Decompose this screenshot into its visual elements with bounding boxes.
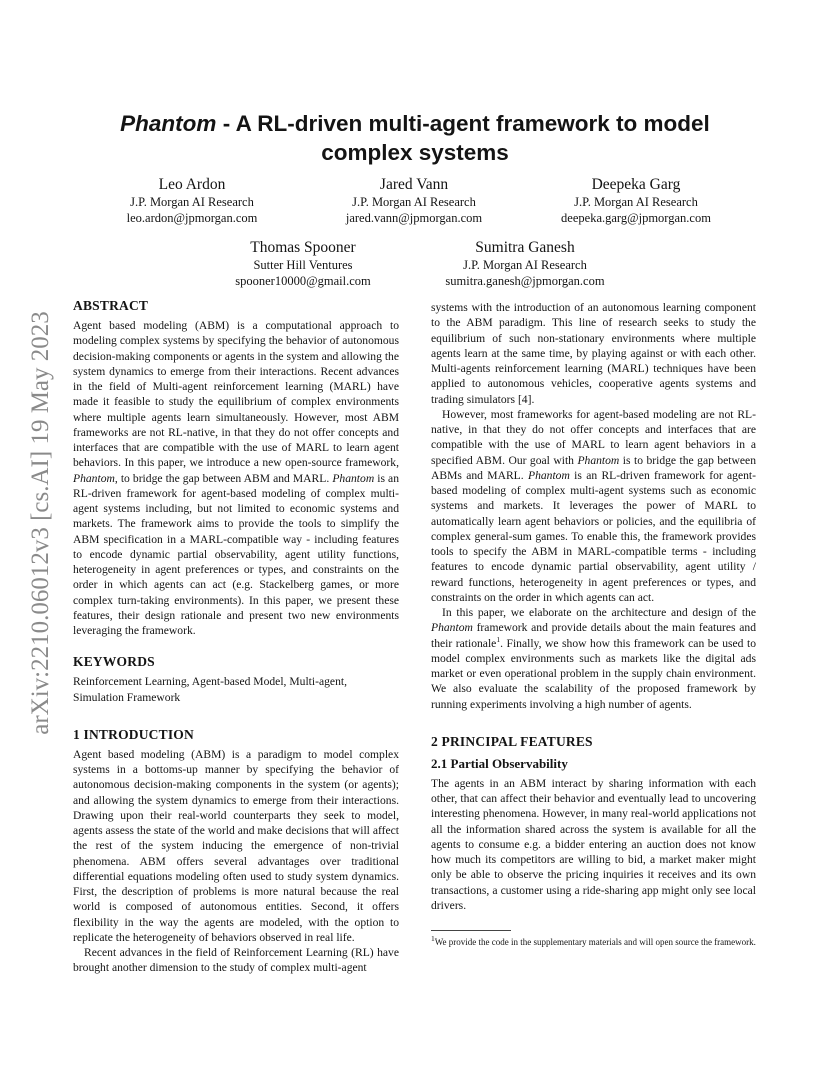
keywords-heading: KEYWORDS [73,654,155,670]
arxiv-stamp-text: arXiv:2210.06012v3 [cs.AI] 19 May 2023 [27,311,54,735]
author-email: jared.vann@jpmorgan.com [345,211,483,225]
author-block [183,239,423,289]
intro-paragraph-1: Agent based modeling (ABM) is a paradigm to model complex systems in a bottoms-up manner by specifying the behavior of autonomous decision-making components in the system (or agents); and allowing the system dynamics to emerge from their interactions. Drawing upon their real-world counterparts they seek to model, agents assess the state of the world and make decisions that will affect the rest of the system inducing the emergence of non-trivial phenomena. ABM offers several advantages over traditional differential equations modeling often used to study system dynamics. First, the description of problems is more natural because the real world is composed of autonomous entities. Second, it offers flexibility in the way the agents are modeled, with the option to replicate the heterogeneity of behaviors observed in real life. [73,747,399,944]
author-name: Jared Vann [379,176,449,193]
author-name: Sumitra Ganesh [475,239,575,256]
title-italic: Phantom [120,111,217,136]
author-block [405,239,645,289]
author-block [72,176,312,226]
author-affiliation: J.P. Morgan AI Research [574,195,698,209]
author-name: Thomas Spooner [250,239,356,256]
author-affiliation: J.P. Morgan AI Research [130,195,254,209]
footnote-marker: 1 [496,634,501,644]
arxiv-stamp [26,288,56,758]
intro-paragraph-3: However, most frameworks for agent-based modeling are not RL-native, in that they do not offer concepts and interfaces that are compatible with the use of MARL to learn agent behaviors in a specified ABM. Our goal with Phantom is to bridge the gap between ABMs and MARL. Phantom is an RL-driven framework for agent-based modeling of complex multi-agent systems such as economic systems and markets. It leverages the power of MARL to automatically learn agent behaviors or policies, and the equilibria of complex general-sum games. To enable this, the framework provides tools to specify the ABM in MARL-compatible terms - including features to encode dynamic partial observability, agent utility / reward functions, heterogeneity in agent preferences or types, and constraints on the order in which agents can act. [431,407,756,604]
title-rest: - A RL-driven multi-agent framework to model complex systems [216,111,710,165]
introduction-heading: 1 INTRODUCTION [73,726,194,742]
section2-heading: 2 PRINCIPAL FEATURES [431,733,593,749]
author-block [516,176,756,226]
partial-observability-paragraph: The agents in an ABM interact by sharing information with each other, that can affect their behavior and eventually lead to uncovering interesting phenomena. However, in many real-world applications not all the information shared across the system is available for all the agents to consume e.g. a bidder entering an auction does not know how much its competitors are willing to bid, a market maker might only be able to observe the pricing inquiries it receives and its own transactions, a customer using a ride-sharing app might only see local drivers. [431,776,756,912]
author-email: spooner10000@gmail.com [235,274,371,288]
abstract-heading: ABSTRACT [73,298,149,313]
author-email: leo.ardon@jpmorgan.com [126,211,258,225]
intro-paragraph-2: Recent advances in the field of Reinforcement Learning (RL) have brought another dimension to the study of complex multi-agent [73,946,399,975]
author-email: deepeka.garg@jpmorgan.com [561,211,711,225]
author-email: sumitra.ganesh@jpmorgan.com [445,274,605,288]
author-block [294,176,534,226]
author-affiliation: J.P. Morgan AI Research [352,195,476,209]
intro-paragraph-4: In this paper, we elaborate on the architecture and design of the Phantom framework and provide details about the main features and their rationale$^1$. Finally, we show how this framework can be used to model complex environments such as markets like the digital ads market or even operational problem in the supply chain environment. We also evaluate the scalability of the proposed framework by running experiments involving a high number of agents. [431,606,756,711]
author-affiliation: Sutter Hill Ventures [253,258,353,272]
author-affiliation: J.P. Morgan AI Research [463,258,587,272]
paper-title [90,109,740,167]
footnote [431,936,756,948]
left-column [73,298,399,976]
footnote-text: We provide the code in the supplementary materials and will open source the framework. [434,937,756,947]
author-name: Deepeka Garg [591,176,681,193]
keywords-text: Reinforcement Learning, Agent-based Model, Multi-agent, Simulation Framework [73,675,347,704]
right-column [431,300,756,913]
abstract-paragraph: Agent based modeling (ABM) is a computational approach to modeling complex systems by specifying the behavior of autonomous decision-making components or agents in the system and allowing the system dynamics to emerge from their interactions. Recent advances in the field of Multi-agent reinforcement learning (MARL) have made it feasible to study the equilibrium of complex environments where multiple agents learn simultaneously. However, most ABM frameworks are not RL-native, in that they do not offer concepts and interfaces that are compatible with the use of MARL to learn agent behaviors. In this paper, we introduce a new open-source framework, Phantom, to bridge the gap between ABM and MARL. Phantom is an RL-driven framework for agent-based modeling of complex multi-agent systems including, but not limited to economic systems and markets. The framework aims to provide the tools to simplify the ABM specification in a MARL-compatible way - including features to encode dynamic partial observability, agent utility functions, heterogeneity in agent preferences or types, and constraints on the order in which agents can act (e.g. Stackelberg games, or more complex turn-taking environments). In this paper, we present these features, their design rationale and present two new environments leveraging the framework. [73,319,399,637]
footnote-number: 1 [431,934,435,943]
intro-continued-paragraph: systems with the introduction of an autonomous learning component to the ABM paradigm. This line of research seeks to study the equilibrium of such non-stationary environments where multiple agents learn at the same time, by playing against or with each other. Multi-agents reinforcement learning (MARL) techniques have been applied to autonomous vehicles, cooperative agents systems and trading simulators [4]. [431,301,756,406]
subsection-heading: 2.1 Partial Observability [431,755,568,771]
author-name: Leo Ardon [158,176,226,193]
footnote-rule [431,930,511,931]
